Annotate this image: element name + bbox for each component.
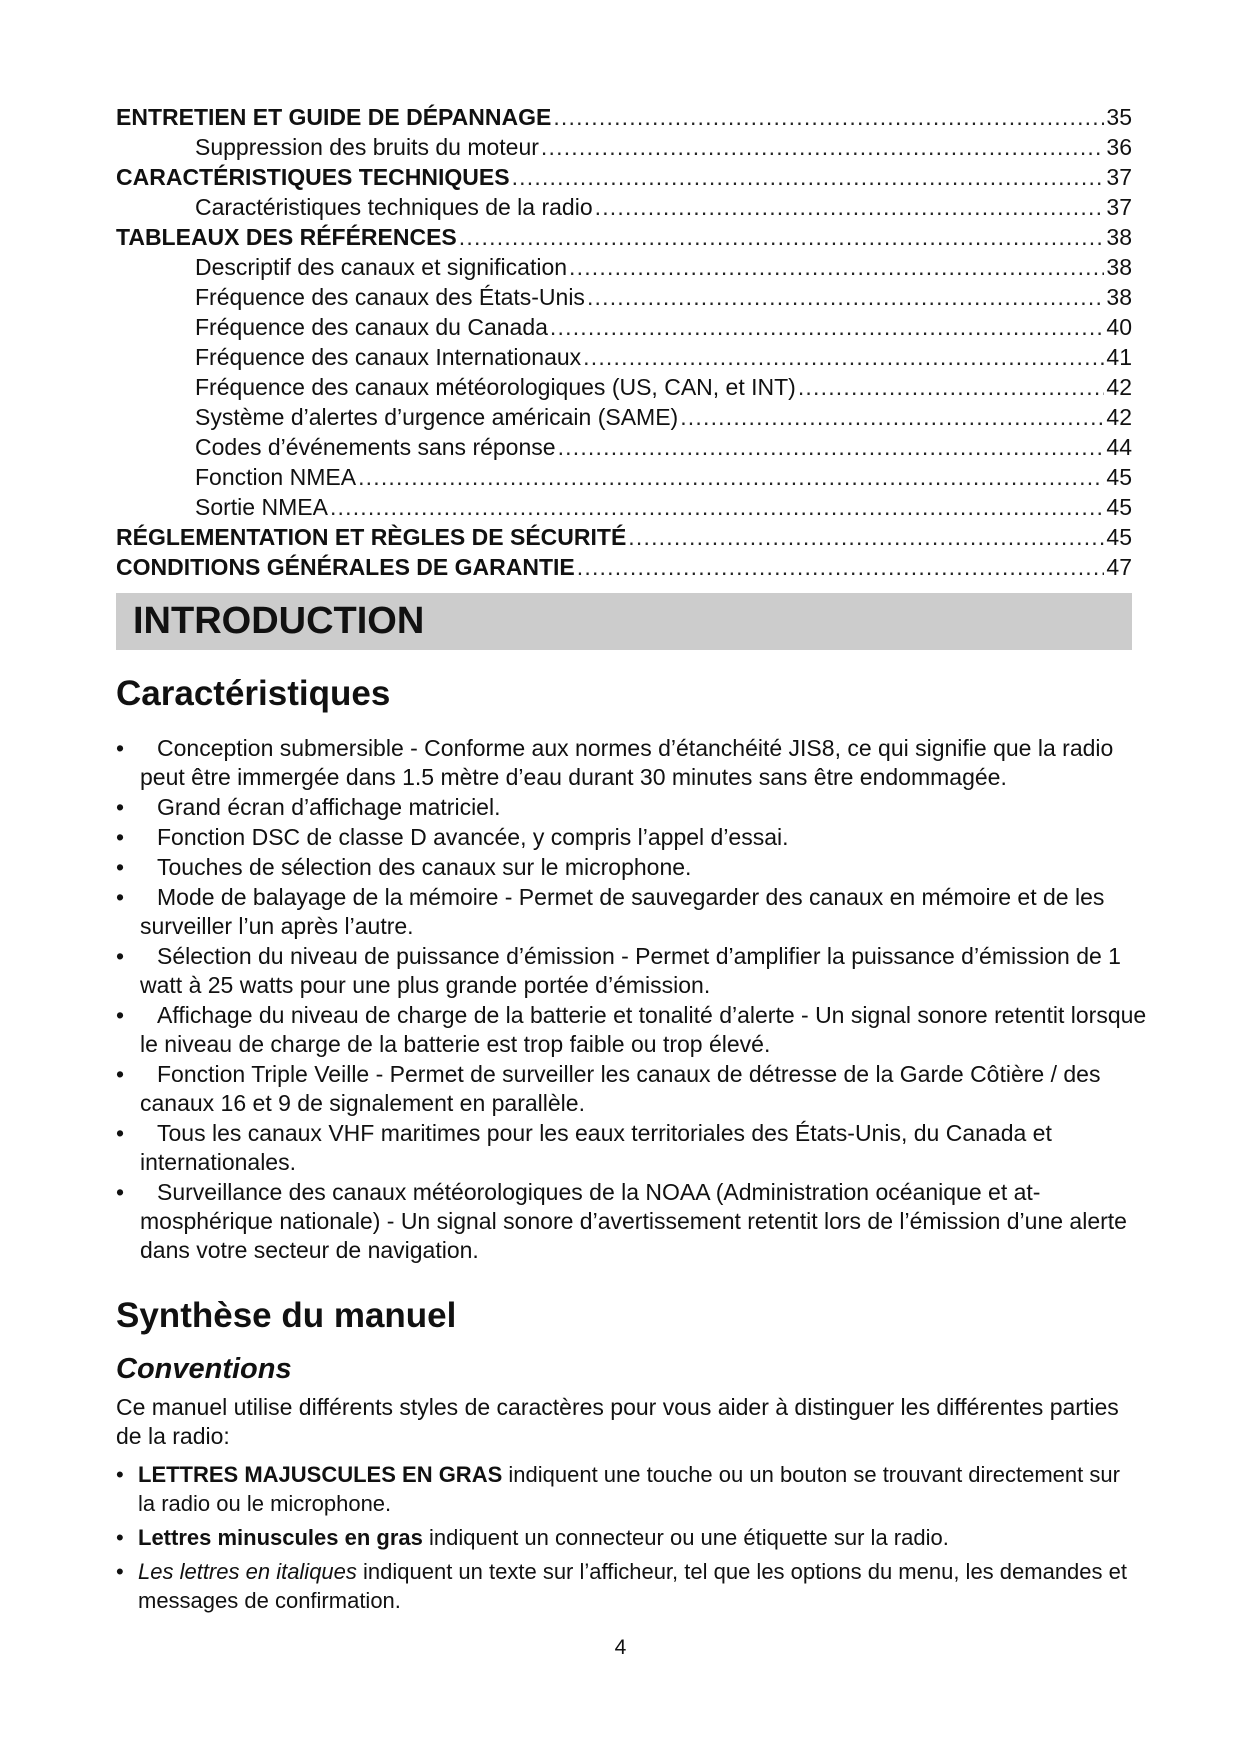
bullet: •: [116, 1120, 125, 1146]
toc-entry-page: 41: [1106, 344, 1132, 370]
toc-entry-page: 45: [1106, 494, 1132, 520]
toc-entry-title: Fréquence des canaux météorologiques (US, CAN, et INT): [195, 374, 796, 400]
toc-entry[interactable]: [116, 374, 1132, 404]
toc-entry[interactable]: [116, 254, 1132, 284]
toc-leader-dots: [595, 194, 1105, 221]
toc-entry-page: 37: [1106, 194, 1132, 220]
feature-item: [116, 734, 1150, 792]
styled-text: Lettres minuscules en gras: [138, 1525, 423, 1550]
toc-entry-page: 38: [1106, 224, 1132, 250]
conventions-intro: Ce manuel utilise différents styles de caractères pour vous aider à distinguer les différentes parties de la radio:: [116, 1394, 1119, 1449]
toc-leader-dots: [358, 464, 1104, 491]
toc-entry[interactable]: [116, 104, 1132, 134]
toc-leader-dots: [569, 254, 1104, 281]
synthese-heading: Synthèse du manuel: [116, 1296, 457, 1335]
toc-leader-dots: [798, 374, 1105, 401]
styled-text: Les lettres en italiques: [138, 1559, 357, 1584]
item-text: indiquent un connecteur ou une étiquette sur la radio.: [422, 1525, 949, 1550]
toc-entry-title: Fonction NMEA: [195, 464, 357, 490]
toc-entry[interactable]: [116, 164, 1132, 194]
toc-entry-page: 38: [1106, 254, 1132, 280]
toc-entry-title: TABLEAUX DES RÉFÉRENCES: [116, 224, 457, 250]
toc-entry-page: 37: [1106, 164, 1132, 190]
toc-entry-title: RÉGLEMENTATION ET RÈGLES DE SÉCURITÉ: [116, 524, 627, 550]
bullet: •: [116, 1179, 125, 1205]
toc-entry-page: 38: [1106, 284, 1132, 310]
list-item: [116, 1523, 1136, 1552]
toc-entry-page: 45: [1106, 464, 1132, 490]
features-list: [116, 734, 1150, 1266]
toc-entry-title: Fréquence des canaux du Canada: [195, 314, 548, 340]
toc-entry-title: CONDITIONS GÉNÉRALES DE GARANTIE: [116, 554, 575, 580]
feature-text: Touches de sélection des canaux sur le microphone.: [157, 854, 692, 880]
feature-item: [116, 1060, 1150, 1118]
toc-entry-title: Sortie NMEA: [195, 494, 328, 520]
toc-entry-page: 35: [1106, 104, 1132, 130]
feature-text: Mode de balayage de la mémoire - Permet de sauvegarder des canaux en mémoire et de les surveiller l’un après l’autre.: [140, 884, 1105, 939]
toc-entry[interactable]: [116, 194, 1132, 224]
toc-leader-dots: [680, 404, 1104, 431]
toc-entry[interactable]: [116, 524, 1132, 554]
page-number: 4: [614, 1636, 627, 1659]
bullet: •: [116, 1525, 124, 1550]
toc-entry[interactable]: [116, 404, 1132, 434]
toc-entry[interactable]: [116, 134, 1132, 164]
feature-item: [116, 1178, 1150, 1265]
toc-entry[interactable]: [116, 434, 1132, 464]
toc-entry-title: ENTRETIEN ET GUIDE DE DÉPANNAGE: [116, 104, 552, 130]
feature-text: Fonction Triple Veille - Permet de surveiller les canaux de détresse de la Garde Côtière / des canaux 16 et 9 de signalement en parallèle.: [140, 1061, 1101, 1116]
toc-entry-page: 42: [1106, 404, 1132, 430]
styled-text: LETTRES MAJUSCULES EN GRAS: [138, 1462, 503, 1487]
toc-entry-page: 36: [1106, 134, 1132, 160]
feature-text: Conception submersible - Conforme aux normes d’étanchéité JIS8, ce qui signifie que la radio peut être immergée dans 1.5 mètre d’eau durant 30 minutes sans être endommagée.: [140, 735, 1114, 790]
feature-item: [116, 1001, 1150, 1059]
toc-entry[interactable]: [116, 344, 1132, 374]
bullet: •: [116, 1061, 125, 1087]
toc-entry-page: 45: [1106, 524, 1132, 550]
toc-entry[interactable]: [116, 224, 1132, 254]
toc-entry[interactable]: [116, 494, 1132, 524]
feature-text: Grand écran d’affichage matriciel.: [157, 794, 501, 820]
toc-entry-title: Système d’alertes d’urgence américain (SAME): [195, 404, 679, 430]
table-of-contents: [116, 104, 1132, 584]
feature-item: [116, 1119, 1150, 1177]
toc-entry[interactable]: [116, 554, 1132, 584]
bullet: •: [116, 1002, 125, 1028]
toc-entry-title: Caractéristiques techniques de la radio: [195, 194, 593, 220]
feature-text: Fonction DSC de classe D avancée, y compris l’appel d’essai.: [157, 824, 789, 850]
item-text: indiquent un texte sur l’afficheur, tel que les options du menu, les demandes et messages de confirmation.: [138, 1559, 1127, 1613]
toc-entry-page: 47: [1106, 554, 1132, 580]
toc-entry-page: 40: [1106, 314, 1132, 340]
toc-entry-title: Codes d’événements sans réponse: [195, 434, 556, 460]
toc-leader-dots: [577, 554, 1105, 581]
toc-leader-dots: [330, 494, 1104, 521]
toc-leader-dots: [553, 104, 1104, 131]
toc-entry[interactable]: [116, 314, 1132, 344]
toc-leader-dots: [583, 344, 1104, 371]
conventions-heading: Conventions: [116, 1353, 292, 1385]
feature-item: [116, 823, 1150, 852]
toc-entry-page: 42: [1106, 374, 1132, 400]
bullet: •: [116, 735, 125, 761]
toc-entry-page: 44: [1106, 434, 1132, 460]
toc-entry-title: Suppression des bruits du moteur: [195, 134, 539, 160]
toc-leader-dots: [550, 314, 1104, 341]
features-heading: Caractéristiques: [116, 674, 391, 713]
bullet: •: [116, 1559, 124, 1584]
bullet: •: [116, 854, 125, 880]
bullet: •: [116, 1462, 124, 1487]
bullet: •: [116, 794, 125, 820]
list-item: [116, 1557, 1136, 1615]
toc-leader-dots: [628, 524, 1104, 551]
feature-item: [116, 853, 1150, 882]
list-item: [116, 1460, 1136, 1518]
toc-entry-title: CARACTÉRISTIQUES TECHNIQUES: [116, 164, 510, 190]
item-text: indiquent une touche ou un bouton se trouvant directement sur la radio ou le microphone.: [138, 1462, 1120, 1516]
toc-leader-dots: [512, 164, 1105, 191]
feature-item: [116, 942, 1150, 1000]
toc-entry-title: Fréquence des canaux des États-Unis: [195, 284, 585, 310]
feature-text: Sélection du niveau de puissance d’émission - Permet d’amplifier la puissance d’émission de 1 watt à 25 watts pour une plus grande portée d’émission.: [140, 943, 1121, 998]
toc-leader-dots: [587, 284, 1104, 311]
toc-entry[interactable]: [116, 464, 1132, 494]
feature-text: Surveillance des canaux météorologiques de la NOAA (Administration océanique et atmosphérique nationale) - Un signal sonore d’avertissement retentit lors de l’émission d’une alerte dans votre secteur de navigation.: [140, 1179, 1127, 1263]
bullet: •: [116, 824, 125, 850]
feature-item: [116, 793, 1150, 822]
feature-item: [116, 883, 1150, 941]
toc-leader-dots: [541, 134, 1104, 161]
toc-entry-title: Descriptif des canaux et signification: [195, 254, 568, 280]
toc-entry-title: Fréquence des canaux Internationaux: [195, 344, 582, 370]
section-title: INTRODUCTION: [133, 600, 425, 642]
toc-leader-dots: [558, 434, 1105, 461]
bullet: •: [116, 943, 125, 969]
conventions-list: [116, 1460, 1136, 1620]
toc-entry[interactable]: [116, 284, 1132, 314]
section-banner: [116, 593, 1132, 650]
feature-text: Affichage du niveau de charge de la batterie et tonalité d’alerte - Un signal sonore retentit lorsque le niveau de charge de la batterie est trop faible ou trop élevé.: [140, 1002, 1147, 1057]
feature-text: Tous les canaux VHF maritimes pour les eaux territoriales des États-Unis, du Canada et internationales.: [140, 1120, 1052, 1175]
toc-leader-dots: [459, 224, 1105, 251]
bullet: •: [116, 884, 125, 910]
